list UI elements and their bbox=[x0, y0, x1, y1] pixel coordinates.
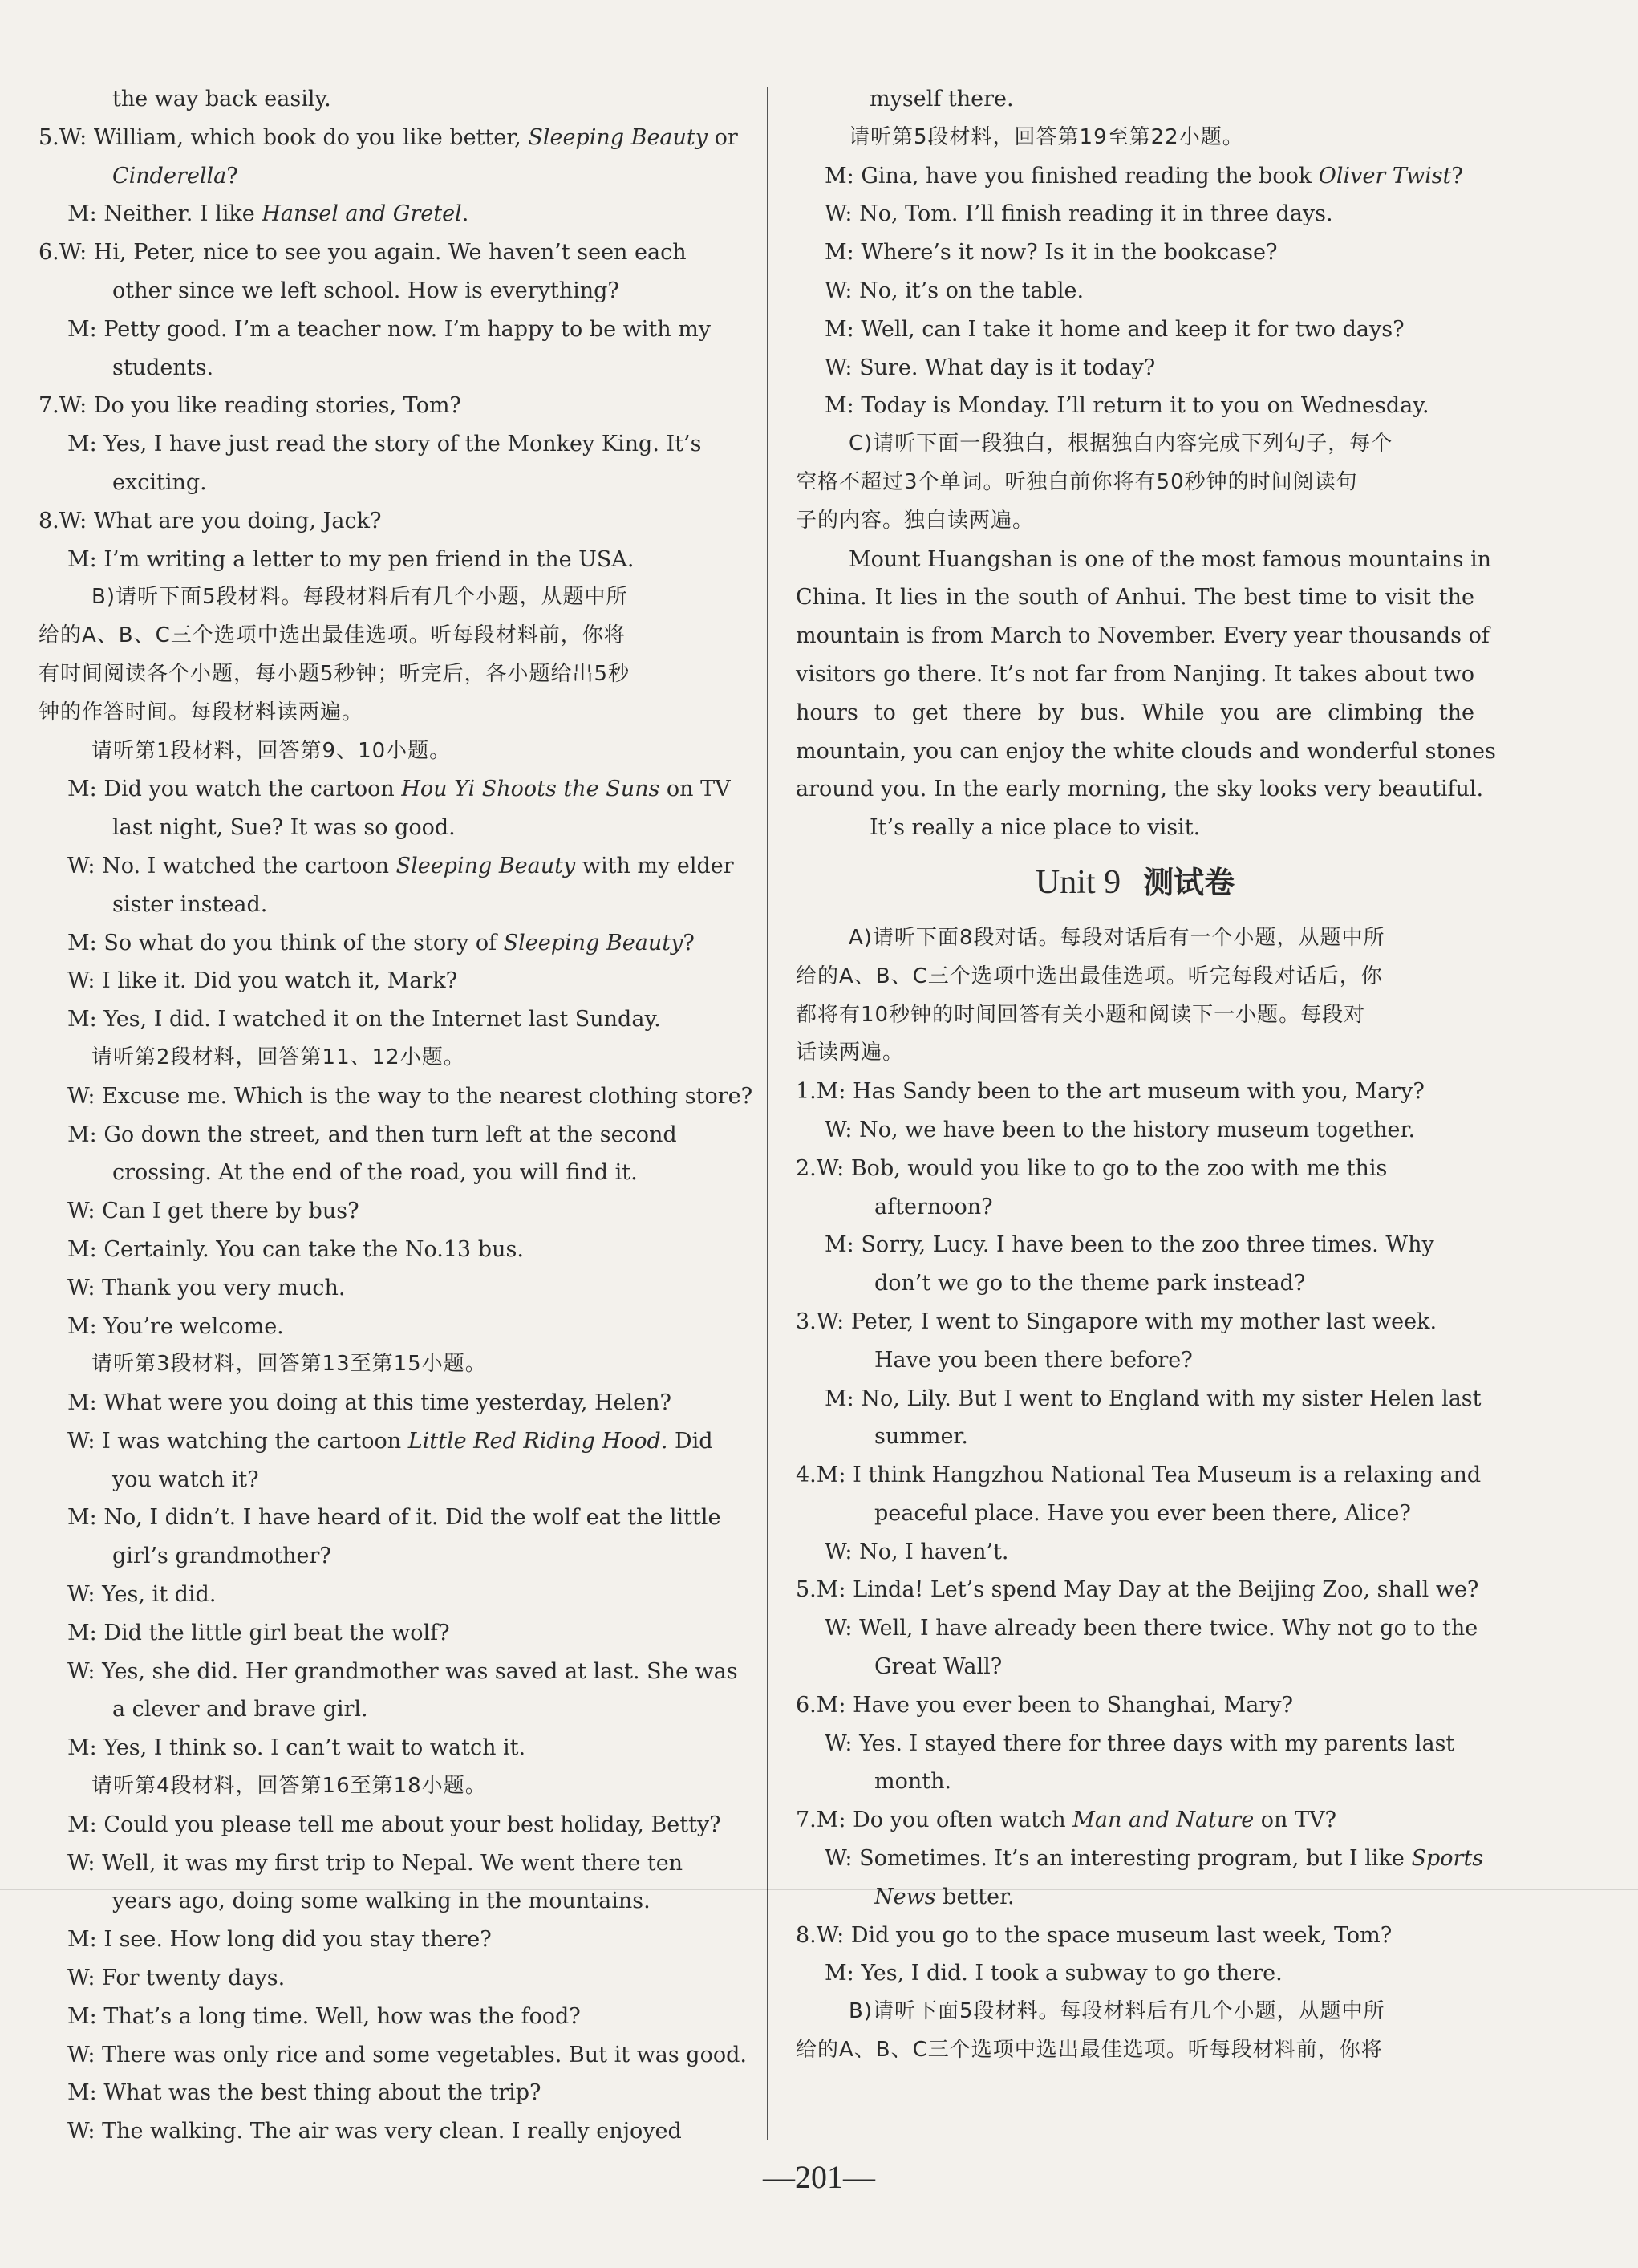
text-line: month. bbox=[874, 1769, 952, 1795]
text-line: 8.W: Did you go to the space museum last week, Tom? bbox=[796, 1922, 1393, 1948]
text-line: M: Did the little girl beat the wolf? bbox=[67, 1620, 450, 1645]
text-line: students. bbox=[112, 355, 214, 380]
text-line: M: What were you doing at this time yesterday, Helen? bbox=[67, 1390, 671, 1416]
text-line: myself there. bbox=[870, 87, 1014, 112]
text-line: 5.M: Linda! Let’s spend May Day at the Beijing Zoo, shall we? bbox=[796, 1577, 1479, 1603]
text-line: M: Yes, I did. I watched it on the Internet last Sunday. bbox=[67, 1007, 661, 1033]
text-line: W: No, we have been to the history museum together. bbox=[825, 1117, 1416, 1142]
text-line: hours to get there by bus. While you are climbing the bbox=[796, 700, 1474, 725]
text-line: W: No, I haven’t. bbox=[825, 1539, 1009, 1564]
text-line: News better. bbox=[874, 1884, 1015, 1909]
text-line: W: No, it’s on the table. bbox=[825, 278, 1085, 303]
text-line: W: Sure. What day is it today? bbox=[825, 355, 1156, 380]
text-line: mountain, you can enjoy the white clouds and wonderful stones bbox=[796, 738, 1496, 764]
text-line: 给的A、B、C三个选项中选出最佳选项。听每段材料前，你将 bbox=[796, 2038, 1383, 2063]
text-line: 4.M: I think Hangzhou National Tea Museum is a relaxing and bbox=[796, 1463, 1482, 1488]
text-line: M: Yes, I did. I took a subway to go there. bbox=[825, 1961, 1283, 1986]
text-line: A)请听下面8段对话。每段对话后有一个小题，从题中所 bbox=[849, 925, 1385, 950]
text-line: M: Did you watch the cartoon Hou Yi Shoots the Suns on TV bbox=[67, 777, 731, 802]
text-line: 都将有10秒钟的时间回答有关小题和阅读下一小题。每段对 bbox=[796, 1002, 1366, 1027]
text-line: girl’s grandmother? bbox=[112, 1544, 331, 1569]
text-line: summer. bbox=[874, 1424, 968, 1450]
text-line: M: Well, can I take it home and keep it for two days? bbox=[825, 316, 1405, 342]
text-line: Have you been there before? bbox=[874, 1347, 1193, 1373]
unit-title-cn: 测试卷 bbox=[1143, 864, 1235, 900]
text-line: B)请听下面5段材料。每段材料后有几个小题，从题中所 bbox=[91, 585, 628, 610]
text-line: M: What was the best thing about the trip? bbox=[67, 2080, 541, 2106]
text-line: M: Go down the street, and then turn left at the second bbox=[67, 1122, 677, 1147]
text-line: 2.W: Bob, would you like to go to the zoo with me this bbox=[796, 1155, 1388, 1181]
text-line: Mount Huangshan is one of the most famous mountains in bbox=[849, 546, 1492, 572]
text-line: M: That’s a long time. Well, how was the food? bbox=[67, 2003, 581, 2029]
text-line: 有时间阅读各个小题，每小题5秒钟；听完后，各小题给出5秒 bbox=[39, 661, 630, 686]
text-line: W: There was only rice and some vegetables. But it was good. bbox=[67, 2042, 747, 2067]
text-line: M: Yes, I have just read the story of the Monkey King. It’s bbox=[67, 432, 702, 457]
text-line: other since we left school. How is everything? bbox=[112, 278, 619, 303]
text-line: 请听第2段材料，回答第11、12小题。 bbox=[91, 1045, 465, 1069]
text-line: It’s really a nice place to visit. bbox=[870, 815, 1201, 841]
text-line: Cinderella? bbox=[112, 163, 238, 189]
unit-title bbox=[796, 850, 1474, 915]
text-line: M: Yes, I think so. I can’t wait to watch it. bbox=[67, 1735, 526, 1761]
text-line: visitors go there. It’s not far from Nanjing. It takes about two bbox=[796, 661, 1474, 687]
text-line: 5.W: William, which book do you like better, Sleeping Beauty or bbox=[39, 124, 738, 150]
page-number: —201— bbox=[763, 2159, 875, 2195]
text-line: B)请听下面5段材料。每段材料后有几个小题，从题中所 bbox=[849, 1999, 1385, 2024]
text-line: crossing. At the end of the road, you will find it. bbox=[112, 1160, 638, 1186]
text-line: M: Could you please tell me about your best holiday, Betty? bbox=[67, 1812, 721, 1837]
text-line: sister instead. bbox=[112, 891, 268, 917]
text-line: 1.M: Has Sandy been to the art museum with you, Mary? bbox=[796, 1079, 1425, 1105]
right-column bbox=[796, 80, 1496, 2070]
text-line: around you. In the early morning, the sky looks very beautiful. bbox=[796, 777, 1484, 802]
text-line: afternoon? bbox=[874, 1194, 993, 1219]
text-line: years ago, doing some walking in the mountains. bbox=[112, 1889, 651, 1914]
text-line: W: Yes, it did. bbox=[67, 1582, 217, 1608]
text-line: 6.W: Hi, Peter, nice to see you again. We haven’t seen each bbox=[39, 240, 687, 266]
text-line: 3.W: Peter, I went to Singapore with my mother last week. bbox=[796, 1308, 1437, 1334]
text-line: 请听第4段材料，回答第16至第18小题。 bbox=[91, 1774, 487, 1799]
left-column bbox=[39, 80, 760, 2151]
text-line: 6.M: Have you ever been to Shanghai, Mary? bbox=[796, 1692, 1293, 1718]
text-line: M: I see. How long did you stay there? bbox=[67, 1927, 492, 1953]
column-divider bbox=[767, 87, 768, 2140]
text-line: a clever and brave girl. bbox=[112, 1697, 368, 1722]
text-line: you watch it? bbox=[112, 1467, 259, 1492]
text-line: the way back easily. bbox=[112, 87, 331, 112]
text-line: W: I like it. Did you watch it, Mark? bbox=[67, 968, 458, 994]
text-line: 请听第5段材料，回答第19至第22小题。 bbox=[849, 124, 1244, 149]
text-line: 话读两遍。 bbox=[796, 1041, 905, 1065]
text-line: 7.M: Do you often watch Man and Nature on TV? bbox=[796, 1808, 1336, 1833]
text-line: exciting. bbox=[112, 469, 207, 495]
text-line: mountain is from March to November. Every year thousands of bbox=[796, 623, 1490, 649]
text-line: 空格不超过3个单词。听独白前你将有50秒钟的时间阅读句 bbox=[796, 469, 1358, 494]
text-line: W: Yes, she did. Her grandmother was saved at last. She was bbox=[67, 1658, 738, 1684]
text-line: M: Gina, have you finished reading the book Oliver Twist? bbox=[825, 163, 1463, 189]
text-line: W: Thank you very much. bbox=[67, 1275, 346, 1300]
text-line: M: Petty good. I’m a teacher now. I’m happy to be with my bbox=[67, 316, 712, 342]
text-line: 给的A、B、C三个选项中选出最佳选项。听完每段对话后，你 bbox=[796, 964, 1383, 988]
text-line: 子的内容。独白读两遍。 bbox=[796, 508, 1035, 533]
text-line: W: Excuse me. Which is the way to the nearest clothing store? bbox=[67, 1083, 753, 1109]
text-line: W: Yes. I stayed there for three days with my parents last bbox=[825, 1730, 1455, 1756]
text-line: W: No, Tom. I’ll finish reading it in three days. bbox=[825, 201, 1333, 227]
listening-script-unit9 bbox=[796, 919, 1484, 2070]
text-line: W: The walking. The air was very clean. I really enjoyed bbox=[67, 2119, 682, 2144]
text-line: 请听第1段材料，回答第9、10小题。 bbox=[91, 738, 452, 763]
text-line: W: For twenty days. bbox=[67, 1966, 286, 1991]
text-line: W: Well, it was my first trip to Nepal. We went there ten bbox=[67, 1850, 683, 1876]
text-line: M: You’re welcome. bbox=[67, 1313, 284, 1339]
text-line: M: Certainly. You can take the No.13 bus. bbox=[67, 1236, 524, 1262]
text-line: China. It lies in the south of Anhui. The best time to visit the bbox=[796, 585, 1474, 611]
text-line: M: Today is Monday. I’ll return it to you on Wednesday. bbox=[825, 393, 1429, 419]
text-line: W: Can I get there by bus? bbox=[67, 1199, 359, 1224]
text-line: W: Sometimes. It’s an interesting program, but I like Sports bbox=[825, 1846, 1484, 1872]
text-line: M: So what do you think of the story of Sleeping Beauty? bbox=[67, 930, 695, 955]
text-line: 请听第3段材料，回答第13至第15小题。 bbox=[91, 1352, 487, 1377]
text-line: M: No, Lily. But I went to England with my sister Helen last bbox=[825, 1386, 1482, 1411]
text-line: 钟的作答时间。每段材料读两遍。 bbox=[39, 700, 364, 724]
text-line: 给的A、B、C三个选项中选出最佳选项。听每段材料前，你将 bbox=[39, 623, 626, 648]
text-line: last night, Sue? It was so good. bbox=[112, 815, 456, 841]
text-line: C)请听下面一段独白，根据独白内容完成下列句子，每个 bbox=[849, 432, 1393, 456]
text-line: M: Neither. I like Hansel and Gretel. bbox=[67, 201, 469, 227]
text-line: don’t we go to the theme park instead? bbox=[874, 1271, 1306, 1296]
text-line: M: I’m writing a letter to my pen friend in the USA. bbox=[67, 546, 635, 572]
text-line: W: I was watching the cartoon Little Red Riding Hood. Did bbox=[67, 1428, 713, 1454]
text-line: 7.W: Do you like reading stories, Tom? bbox=[39, 393, 461, 419]
text-line: M: Sorry, Lucy. I have been to the zoo three times. Why bbox=[825, 1232, 1434, 1258]
text-line: M: No, I didn’t. I have heard of it. Did the wolf eat the little bbox=[67, 1505, 721, 1531]
unit-title-en: Unit 9 bbox=[1035, 863, 1121, 901]
text-line: peaceful place. Have you ever been there, Alice? bbox=[874, 1500, 1411, 1526]
text-line: W: Well, I have already been there twice. Why not go to the bbox=[825, 1616, 1478, 1641]
text-line: W: No. I watched the cartoon Sleeping Beauty with my elder bbox=[67, 853, 734, 878]
text-line: Great Wall? bbox=[874, 1654, 1003, 1680]
listening-script-right-top bbox=[796, 80, 1496, 847]
text-line: M: Where’s it now? Is it in the bookcase? bbox=[825, 240, 1278, 266]
text-line: 8.W: What are you doing, Jack? bbox=[39, 508, 382, 534]
